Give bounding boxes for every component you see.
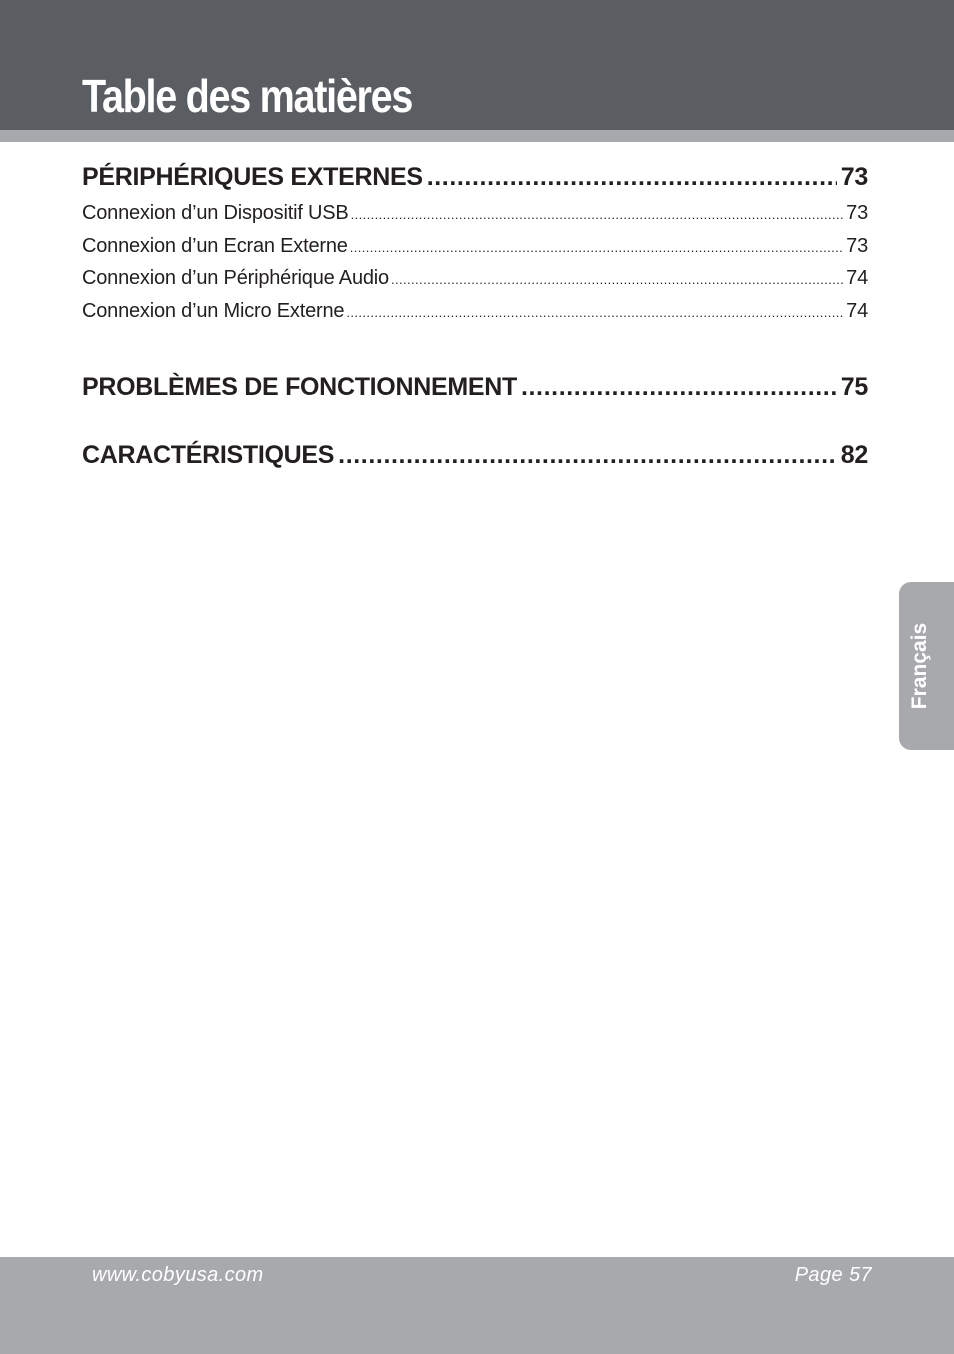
toc-entry[interactable] [82,230,868,263]
table-of-contents [82,157,868,475]
toc-entry-title: Connexion d’un Micro Externe [82,299,345,322]
dot-leader [391,264,844,297]
toc-entry-title: Connexion d’un Dispositif USB [82,202,349,224]
footer-page-number: Page 57 [794,1264,872,1286]
toc-entry-page: 74 [846,299,868,322]
page-title: Table des matières [82,70,413,122]
dot-leader [521,367,837,407]
dot-leader [351,199,845,232]
dot-leader [350,232,844,265]
toc-section-title: PROBLÈMES DE FONCTIONNEMENT [82,373,517,401]
spacer [82,407,868,435]
toc-entry-page: 73 [846,202,868,224]
toc-entry[interactable] [82,295,868,328]
toc-entry[interactable] [82,262,868,295]
toc-entry[interactable] [82,197,868,230]
toc-entry-title: Connexion d’un Périphérique Audio [82,267,389,289]
toc-section-page: 75 [840,373,868,401]
footer-website-url: www.cobyusa.com [92,1264,264,1286]
toc-entry-page: 74 [846,267,868,289]
dot-leader [338,435,837,475]
toc-entry-page: 73 [846,234,868,257]
header-divider [0,130,954,142]
dot-leader [346,297,844,330]
toc-section-caracteristiques[interactable] [82,435,868,475]
toc-section-page: 73 [840,163,868,191]
dot-leader [427,157,837,197]
language-tab-label: Français [908,622,931,710]
toc-section-page: 82 [840,441,868,469]
toc-section-problemes-de-fonctionnement[interactable] [82,367,868,407]
toc-entry-title: Connexion d’un Ecran Externe [82,234,348,257]
spacer [82,327,868,367]
toc-section-title: CARACTÉRISTIQUES [82,441,335,469]
toc-section-peripheriques-externes[interactable] [82,157,868,197]
toc-section-title: PÉRIPHÉRIQUES EXTERNES [82,163,423,191]
